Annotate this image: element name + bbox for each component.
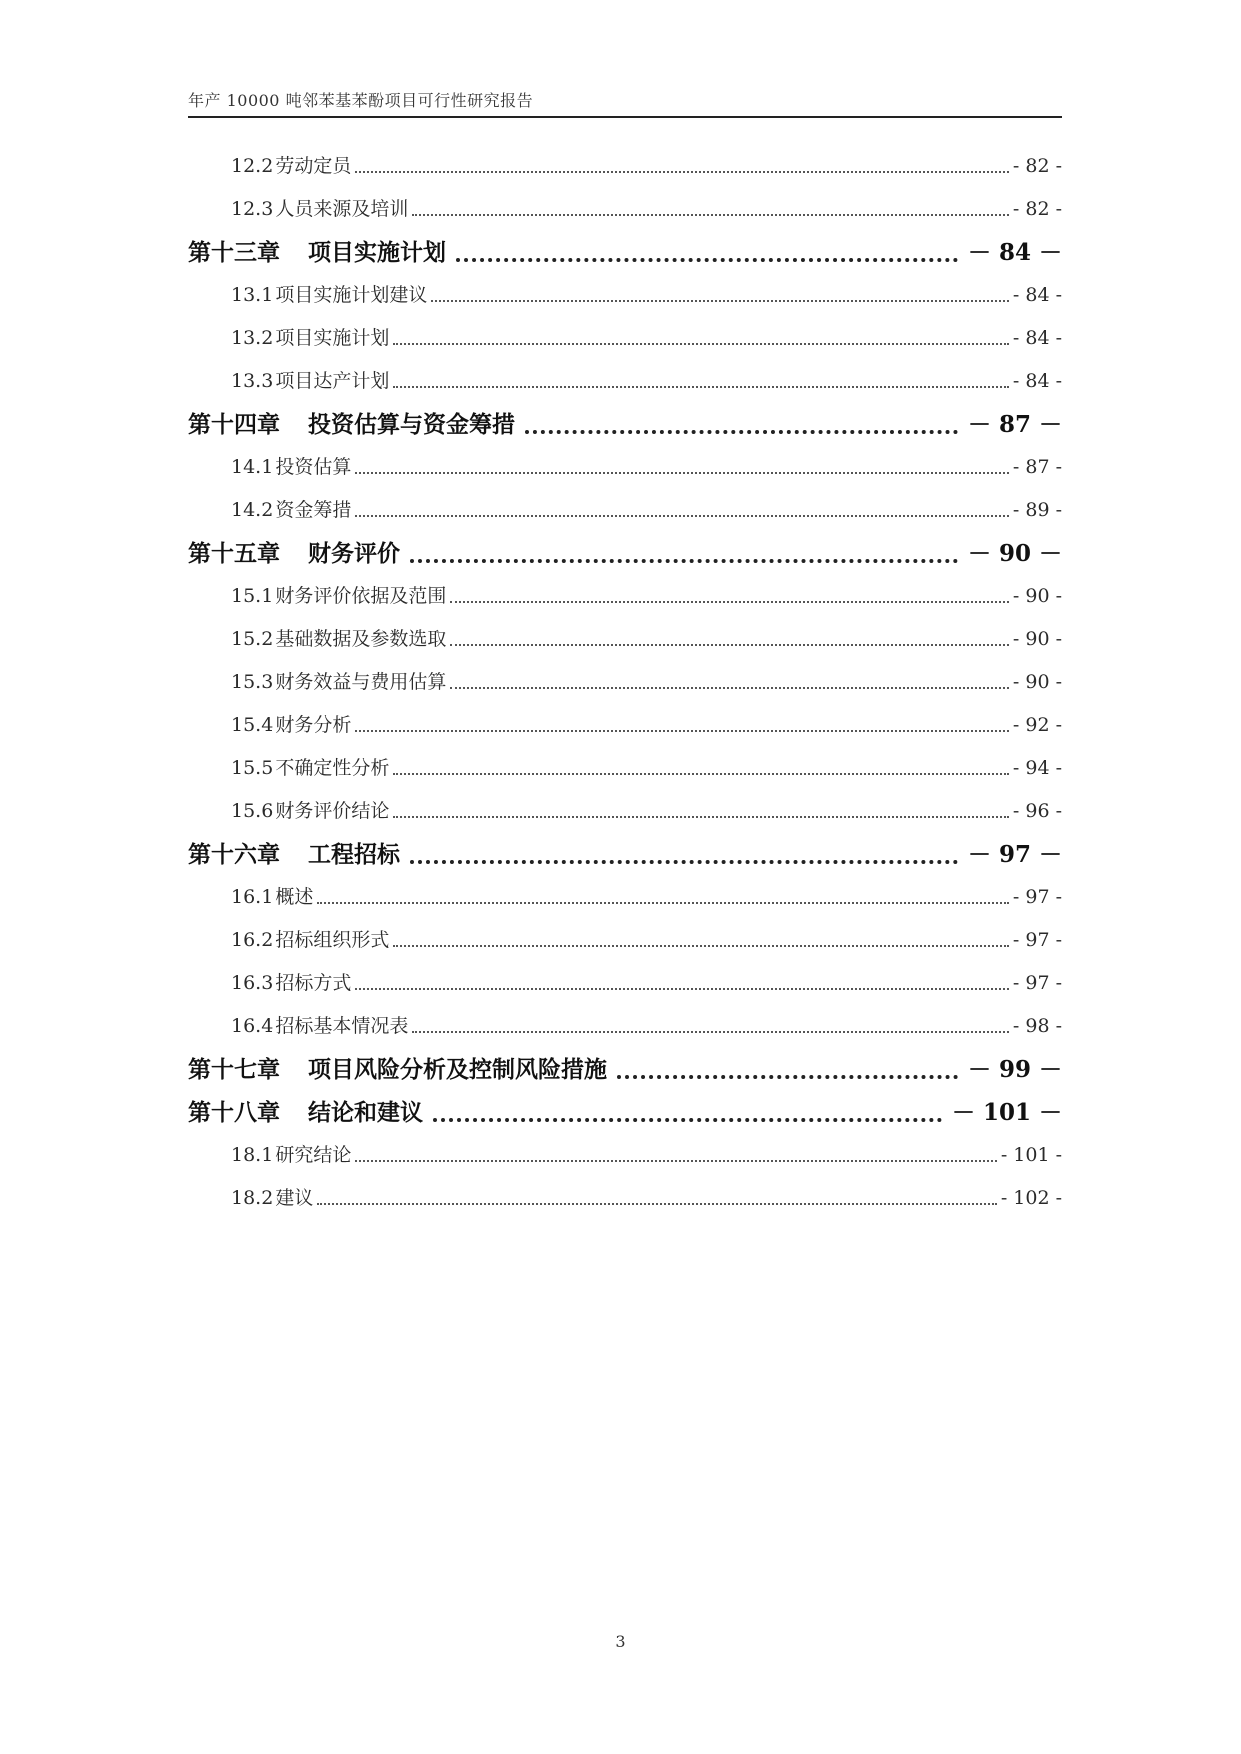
toc-entry-number: 第十三章 bbox=[188, 239, 280, 266]
toc-entry-title: 基础数据及参数选取 bbox=[275, 628, 447, 650]
toc-section-entry[interactable] bbox=[188, 747, 1062, 790]
toc-entry-page: － 90 － bbox=[967, 540, 1062, 567]
toc-entry-number: 18.2 bbox=[231, 1187, 274, 1209]
toc-entry-page: － 97 － bbox=[967, 841, 1062, 868]
dot-leader bbox=[393, 773, 1009, 775]
dot-leader bbox=[317, 1203, 996, 1205]
toc-entry-page: - 82 - bbox=[1012, 155, 1062, 177]
toc-entry-title: 项目实施计划 bbox=[275, 327, 390, 349]
toc-entry-page: - 82 - bbox=[1012, 198, 1062, 220]
dot-leader bbox=[393, 343, 1009, 345]
toc-entry-title: 劳动定员 bbox=[275, 155, 352, 177]
dot-leader bbox=[431, 300, 1009, 302]
dot-leader bbox=[355, 472, 1009, 474]
dot-leader bbox=[355, 515, 1009, 517]
toc-entry-title: 财务分析 bbox=[275, 714, 352, 736]
dot-leader bbox=[450, 687, 1009, 689]
toc-entry-title: 招标基本情况表 bbox=[275, 1015, 409, 1037]
toc-entry-title: 招标组织形式 bbox=[275, 929, 390, 951]
toc-entry-number: 12.2 bbox=[231, 155, 274, 177]
dot-leader bbox=[450, 644, 1009, 646]
page-header bbox=[188, 88, 1062, 118]
toc-section-entry[interactable] bbox=[188, 962, 1062, 1005]
dot-leader bbox=[393, 945, 1009, 947]
toc-entry-page: - 97 - bbox=[1012, 972, 1062, 994]
toc-section-entry[interactable] bbox=[188, 360, 1062, 403]
dot-leader bbox=[355, 988, 1009, 990]
toc-entry-page: - 102 - bbox=[1000, 1187, 1062, 1209]
toc-entry-number: 13.3 bbox=[231, 370, 274, 392]
toc-section-entry[interactable] bbox=[188, 704, 1062, 747]
toc-chapter-entry[interactable] bbox=[188, 833, 1062, 876]
dot-leader bbox=[412, 1031, 1009, 1033]
dot-leader bbox=[410, 860, 958, 864]
toc-entry-title: 投资估算 bbox=[275, 456, 352, 478]
toc-section-entry[interactable] bbox=[188, 317, 1062, 360]
dot-leader bbox=[456, 258, 958, 262]
toc-entry-title: 项目实施计划建议 bbox=[275, 284, 428, 306]
table-of-contents bbox=[188, 145, 1062, 1220]
toc-entry-title: 项目风险分析及控制风险措施 bbox=[308, 1056, 607, 1083]
toc-entry-number: 16.1 bbox=[231, 886, 274, 908]
toc-entry-page: - 84 - bbox=[1012, 327, 1062, 349]
dot-leader bbox=[617, 1075, 958, 1079]
toc-chapter-entry[interactable] bbox=[188, 1091, 1062, 1134]
dot-leader bbox=[410, 559, 958, 563]
toc-entry-page: － 99 － bbox=[967, 1056, 1062, 1083]
toc-entry-number: 16.3 bbox=[231, 972, 274, 994]
toc-entry-page: - 98 - bbox=[1012, 1015, 1062, 1037]
toc-entry-number: 15.1 bbox=[231, 585, 274, 607]
toc-entry-title: 财务效益与费用估算 bbox=[275, 671, 447, 693]
toc-entry-number: 15.4 bbox=[231, 714, 274, 736]
dot-leader bbox=[412, 214, 1009, 216]
toc-entry-number: 第十八章 bbox=[188, 1099, 280, 1126]
toc-entry-number: 14.2 bbox=[231, 499, 274, 521]
toc-entry-page: - 97 - bbox=[1012, 929, 1062, 951]
toc-section-entry[interactable] bbox=[188, 489, 1062, 532]
toc-entry-page: - 101 - bbox=[1000, 1144, 1062, 1166]
dot-leader bbox=[525, 430, 958, 434]
toc-entry-page: - 87 - bbox=[1012, 456, 1062, 478]
dot-leader bbox=[393, 816, 1009, 818]
toc-entry-page: - 97 - bbox=[1012, 886, 1062, 908]
toc-entry-page: - 84 - bbox=[1012, 284, 1062, 306]
toc-chapter-entry[interactable] bbox=[188, 1048, 1062, 1091]
toc-entry-title: 不确定性分析 bbox=[275, 757, 390, 779]
toc-section-entry[interactable] bbox=[188, 1134, 1062, 1177]
toc-entry-title: 财务评价 bbox=[308, 540, 400, 567]
dot-leader bbox=[433, 1118, 942, 1122]
toc-entry-number: 12.3 bbox=[231, 198, 274, 220]
toc-entry-page: - 89 - bbox=[1012, 499, 1062, 521]
toc-entry-number: 14.1 bbox=[231, 456, 274, 478]
toc-section-entry[interactable] bbox=[188, 790, 1062, 833]
toc-entry-number: 16.2 bbox=[231, 929, 274, 951]
toc-entry-page: - 96 - bbox=[1012, 800, 1062, 822]
toc-chapter-entry[interactable] bbox=[188, 403, 1062, 446]
dot-leader bbox=[355, 730, 1009, 732]
dot-leader bbox=[355, 171, 1009, 173]
toc-entry-title: 建议 bbox=[275, 1187, 314, 1209]
toc-entry-number: 15.3 bbox=[231, 671, 274, 693]
dot-leader bbox=[355, 1160, 996, 1162]
toc-entry-page: - 84 - bbox=[1012, 370, 1062, 392]
toc-entry-number: 第十五章 bbox=[188, 540, 280, 567]
toc-entry-title: 概述 bbox=[275, 886, 314, 908]
dot-leader bbox=[317, 902, 1009, 904]
toc-entry-title: 人员来源及培训 bbox=[275, 198, 409, 220]
toc-entry-number: 第十六章 bbox=[188, 841, 280, 868]
toc-entry-title: 研究结论 bbox=[275, 1144, 352, 1166]
toc-entry-title: 工程招标 bbox=[308, 841, 400, 868]
page-number: 3 bbox=[615, 1632, 626, 1651]
toc-entry-number: 13.2 bbox=[231, 327, 274, 349]
toc-entry-page: - 92 - bbox=[1012, 714, 1062, 736]
toc-entry-number: 15.2 bbox=[231, 628, 274, 650]
toc-entry-page: - 94 - bbox=[1012, 757, 1062, 779]
toc-entry-title: 财务评价结论 bbox=[275, 800, 390, 822]
toc-entry-number: 18.1 bbox=[231, 1144, 274, 1166]
toc-entry-page: － 87 － bbox=[967, 411, 1062, 438]
toc-section-entry[interactable] bbox=[188, 575, 1062, 618]
toc-chapter-entry[interactable] bbox=[188, 532, 1062, 575]
toc-entry-title: 项目实施计划 bbox=[308, 239, 446, 266]
toc-section-entry[interactable] bbox=[188, 919, 1062, 962]
toc-section-entry[interactable] bbox=[188, 1005, 1062, 1048]
toc-section-entry[interactable] bbox=[188, 618, 1062, 661]
toc-section-entry[interactable] bbox=[188, 145, 1062, 188]
toc-entry-page: - 90 - bbox=[1012, 628, 1062, 650]
toc-chapter-entry[interactable] bbox=[188, 231, 1062, 274]
toc-section-entry[interactable] bbox=[188, 188, 1062, 231]
toc-entry-title: 财务评价依据及范围 bbox=[275, 585, 447, 607]
toc-entry-page: - 90 - bbox=[1012, 671, 1062, 693]
dot-leader bbox=[450, 601, 1009, 603]
toc-entry-page: － 101 － bbox=[951, 1099, 1062, 1126]
toc-entry-title: 资金筹措 bbox=[275, 499, 352, 521]
toc-entry-number: 13.1 bbox=[231, 284, 274, 306]
toc-section-entry[interactable] bbox=[188, 1177, 1062, 1220]
toc-section-entry[interactable] bbox=[188, 876, 1062, 919]
toc-section-entry[interactable] bbox=[188, 661, 1062, 704]
toc-entry-title: 结论和建议 bbox=[308, 1099, 423, 1126]
document-title: 年产 10000 吨邻苯基苯酚项目可行性研究报告 bbox=[188, 91, 534, 110]
toc-entry-number: 15.5 bbox=[231, 757, 274, 779]
toc-entry-title: 招标方式 bbox=[275, 972, 352, 994]
toc-entry-title: 项目达产计划 bbox=[275, 370, 390, 392]
toc-entry-page: - 90 - bbox=[1012, 585, 1062, 607]
toc-entry-number: 第十四章 bbox=[188, 411, 280, 438]
dot-leader bbox=[393, 386, 1009, 388]
toc-section-entry[interactable] bbox=[188, 274, 1062, 317]
toc-entry-number: 16.4 bbox=[231, 1015, 274, 1037]
toc-entry-number: 15.6 bbox=[231, 800, 274, 822]
toc-entry-number: 第十七章 bbox=[188, 1056, 280, 1083]
toc-section-entry[interactable] bbox=[188, 446, 1062, 489]
toc-entry-title: 投资估算与资金筹措 bbox=[308, 411, 515, 438]
toc-entry-page: － 84 － bbox=[967, 239, 1062, 266]
